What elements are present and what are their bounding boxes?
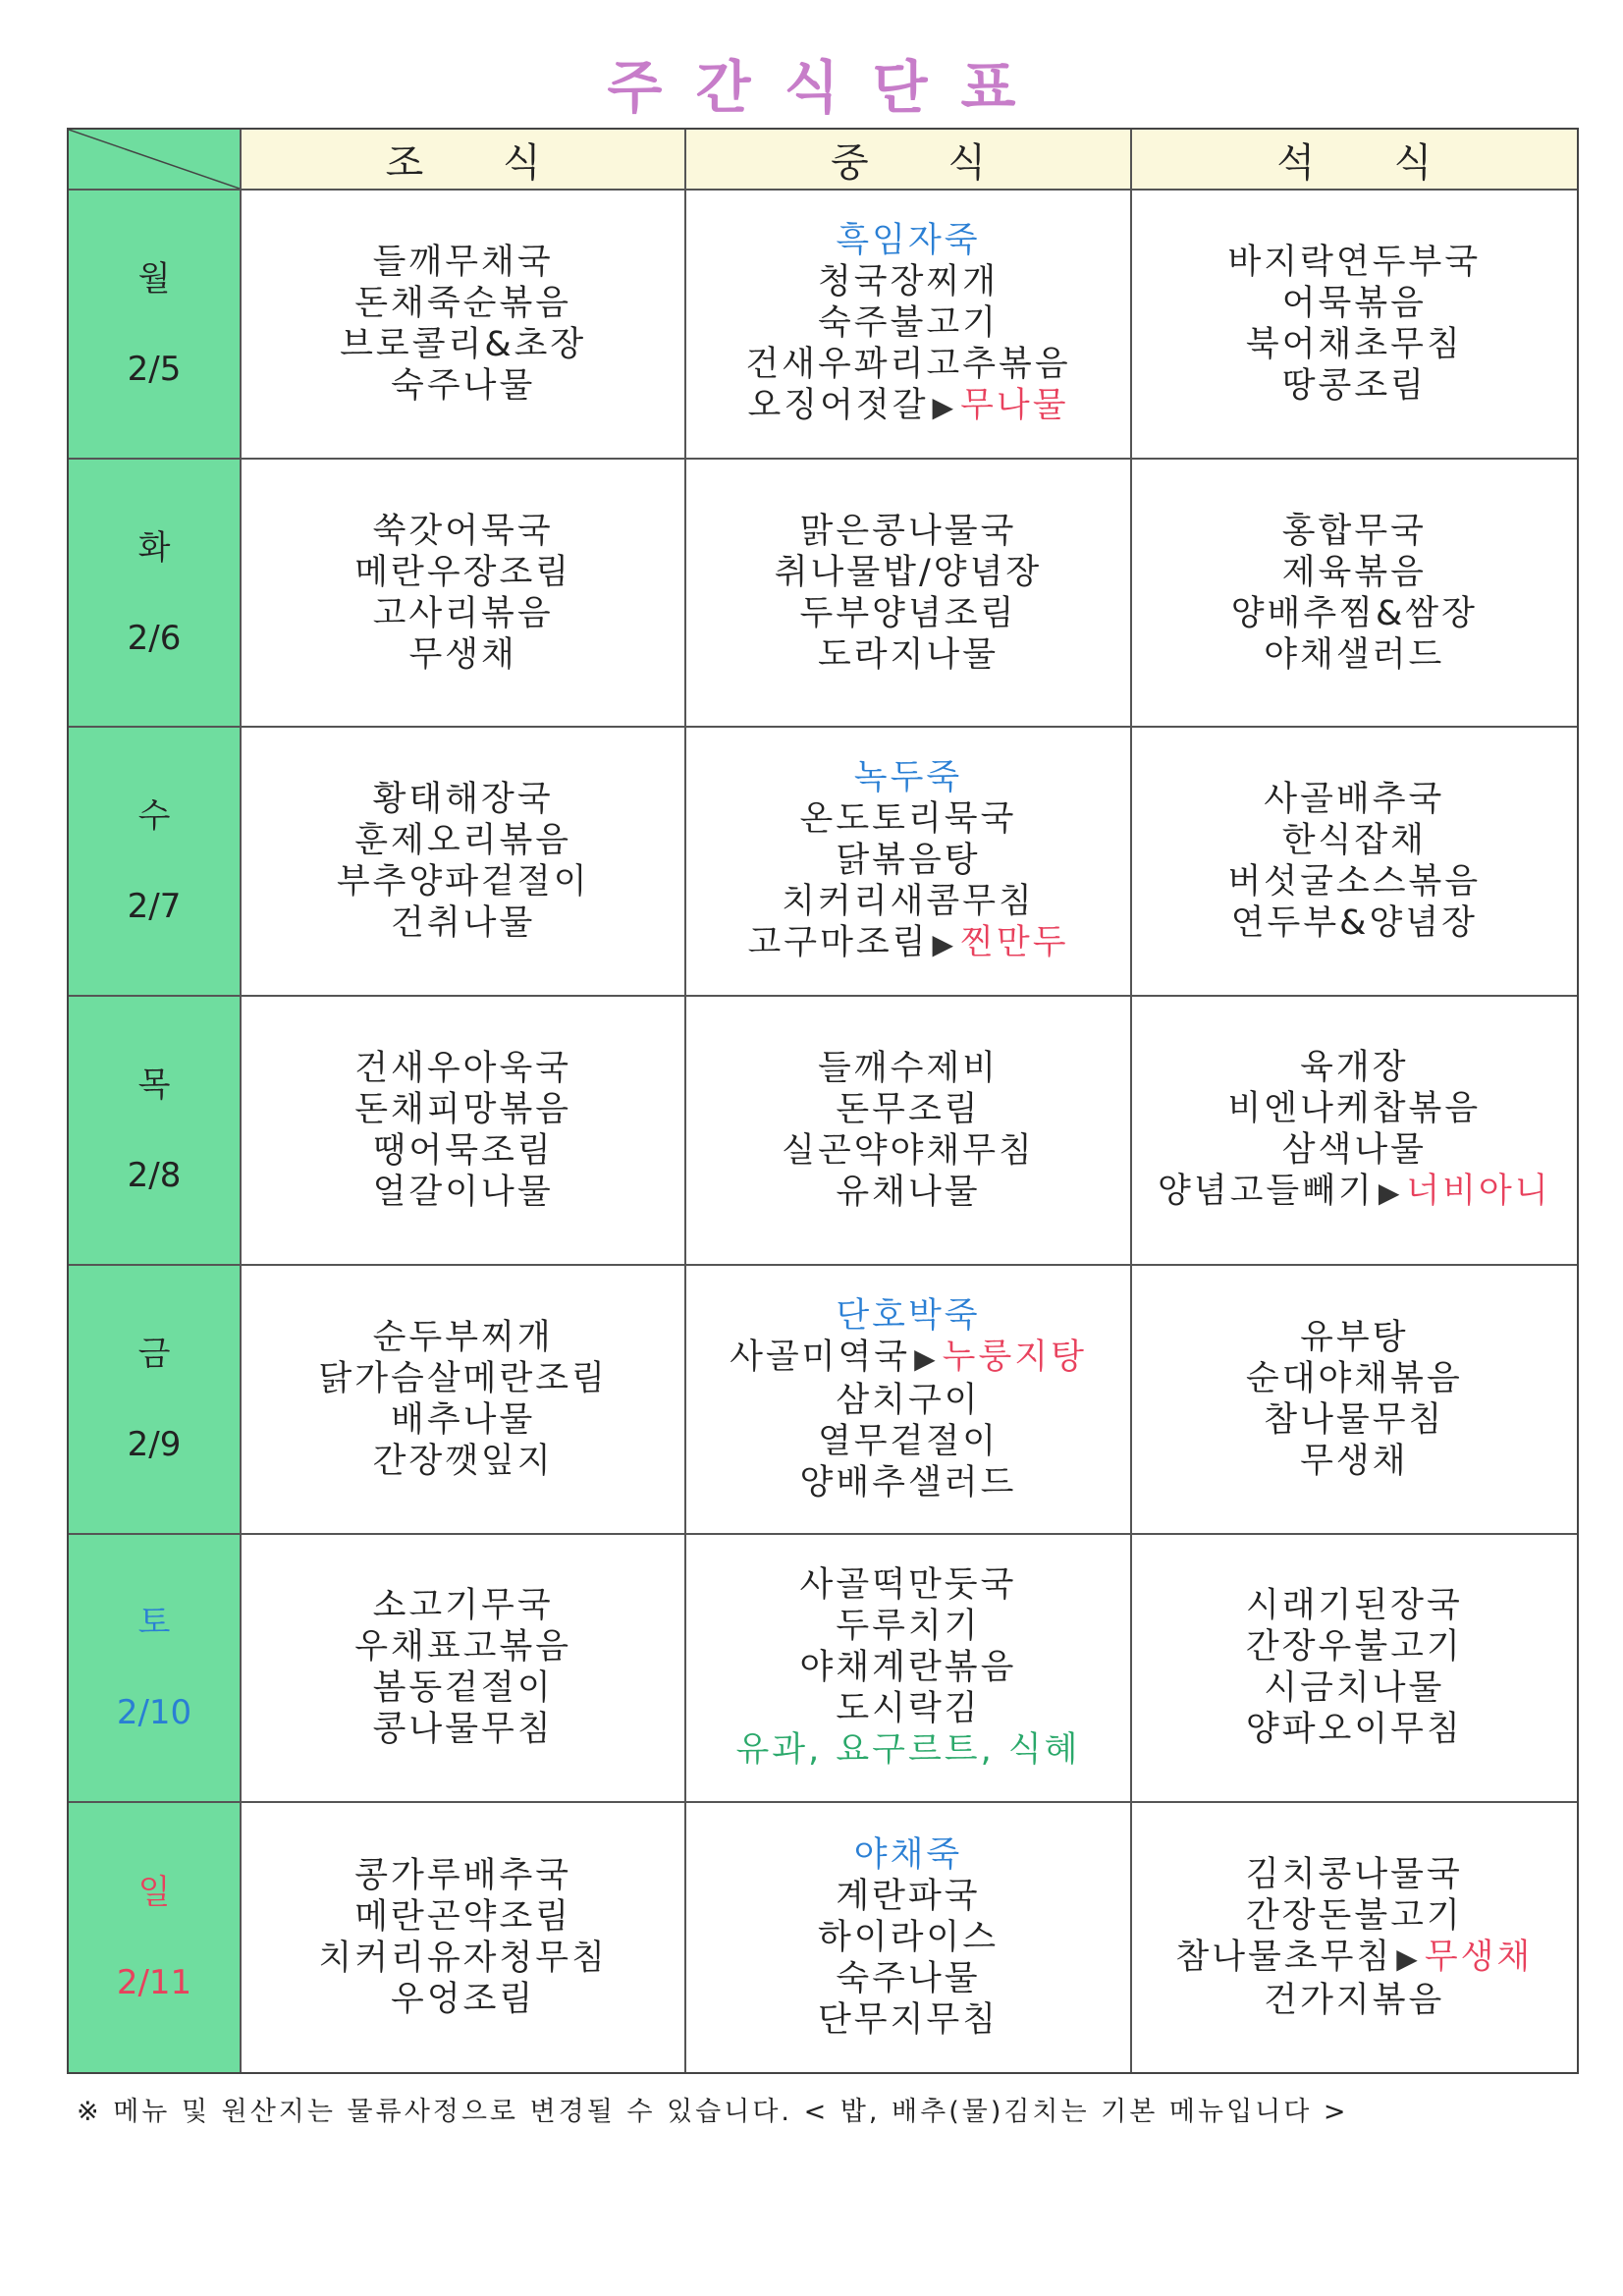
page-title: 주간식단표 bbox=[607, 54, 1050, 121]
day-date: 2/9 bbox=[127, 1424, 182, 1464]
menu-item bbox=[354, 1089, 571, 1130]
menu-item bbox=[818, 1917, 999, 1958]
menu-item bbox=[354, 820, 571, 861]
menu-item bbox=[391, 1979, 535, 2020]
menu-item bbox=[373, 511, 554, 552]
menu-item bbox=[1282, 283, 1427, 324]
menu-item-text: 사골떡만둣국 bbox=[799, 1565, 1017, 1606]
menu-item-text: 메란곤약조림 bbox=[354, 1897, 572, 1938]
menu-item bbox=[318, 1938, 607, 1979]
menu-item bbox=[1264, 1399, 1444, 1441]
menu-item-text: 야채죽 bbox=[853, 1835, 963, 1876]
menu-item-text: 훈제오리볶음 bbox=[354, 821, 572, 861]
footnote: ※ 메뉴 및 원산지는 물류사정으로 변경될 수 있습니다. < 밥, 배추(물)김치는 기본 메뉴입니다 > bbox=[77, 2097, 1349, 2127]
menu-item bbox=[1246, 324, 1463, 365]
menu-item bbox=[1246, 1626, 1463, 1667]
dinner-cell bbox=[1132, 728, 1577, 997]
menu-item-text: 유과, 요구르트, 식혜 bbox=[735, 1730, 1081, 1771]
menu-item bbox=[1300, 1317, 1408, 1358]
menu-item bbox=[1264, 779, 1444, 820]
lunch-cell bbox=[686, 1266, 1131, 1535]
breakfast-cell bbox=[242, 728, 686, 997]
menu-item-text: 치커리유자청무침 bbox=[318, 1939, 608, 1979]
menu-item bbox=[373, 1441, 554, 1482]
menu-item bbox=[1158, 1171, 1551, 1214]
menu-item-text: 도라지나물 bbox=[817, 634, 1000, 675]
breakfast-cell bbox=[242, 1535, 686, 1804]
menu-item bbox=[818, 261, 999, 302]
menu-item-text: 야채샐러드 bbox=[1264, 634, 1445, 675]
menu-item bbox=[354, 283, 571, 324]
menu-item bbox=[1231, 593, 1478, 634]
lunch-cell bbox=[686, 460, 1131, 729]
menu-item bbox=[1264, 1980, 1444, 2021]
menu-item bbox=[391, 1399, 535, 1441]
menu-item-text: 북어채초무침 bbox=[1245, 324, 1463, 364]
menu-item bbox=[1231, 902, 1478, 944]
table-corner bbox=[69, 130, 242, 191]
menu-item-text: 건취나물 bbox=[391, 903, 536, 944]
menu-item bbox=[736, 1729, 1081, 1771]
menu-item-text: 치커리새콤무침 bbox=[782, 882, 1035, 922]
menu-item-text: 양파오이무침 bbox=[1245, 1710, 1463, 1750]
day-name: 월 bbox=[137, 258, 171, 299]
menu-item-text: 건새우꽈리고추볶음 bbox=[745, 344, 1071, 384]
menu-item-text: 사골미역국 bbox=[730, 1337, 911, 1377]
menu-item bbox=[373, 1130, 554, 1172]
menu-item bbox=[836, 220, 980, 261]
day-cell bbox=[69, 1266, 242, 1535]
menu-item bbox=[854, 1834, 962, 1876]
menu-item-text: 돈채죽순볶음 bbox=[354, 283, 572, 323]
menu-item bbox=[373, 1172, 554, 1213]
header-dinner: 석 식 bbox=[1132, 130, 1577, 191]
day-date: 2/11 bbox=[116, 1963, 192, 2003]
menu-item bbox=[800, 798, 1017, 840]
menu-item-text: 유채나물 bbox=[836, 1172, 981, 1212]
dinner-cell bbox=[1132, 191, 1577, 460]
menu-item-text: 한식잡채 bbox=[1281, 821, 1427, 861]
header-breakfast: 조 식 bbox=[242, 130, 686, 191]
menu-item-alternative: 너비아니 bbox=[1406, 1171, 1551, 1211]
menu-item-text: 간장깻잎지 bbox=[372, 1441, 554, 1481]
day-cell bbox=[69, 460, 242, 729]
menu-item-text: 소고기무국 bbox=[372, 1586, 554, 1626]
menu-item bbox=[354, 1896, 571, 1938]
menu-item bbox=[836, 1295, 980, 1337]
menu-item bbox=[836, 1380, 980, 1421]
menu-item-text: 쑥갓어묵국 bbox=[372, 511, 554, 551]
day-name: 수 bbox=[137, 796, 171, 837]
menu-item bbox=[730, 1337, 1087, 1380]
menu-item bbox=[836, 1876, 980, 1917]
menu-item bbox=[1282, 820, 1427, 861]
menu-item bbox=[745, 344, 1070, 385]
menu-item-text: 브로콜리&초장 bbox=[340, 324, 587, 364]
menu-item bbox=[373, 779, 554, 820]
day-date: 2/5 bbox=[127, 349, 182, 389]
menu-item-text: 황태해장국 bbox=[372, 780, 554, 820]
lunch-cell bbox=[686, 1803, 1131, 2072]
menu-item bbox=[836, 1172, 980, 1213]
menu-item-text: 삼치구이 bbox=[836, 1380, 981, 1420]
menu-item bbox=[818, 1421, 999, 1462]
menu-item-text: 바지락연두부국 bbox=[1227, 242, 1482, 282]
menu-item bbox=[1282, 1129, 1427, 1171]
menu-item-text: 닭볶음탕 bbox=[836, 841, 981, 881]
menu-item bbox=[373, 593, 554, 634]
menu-item-text: 콩나물무침 bbox=[372, 1710, 554, 1750]
menu-item bbox=[391, 365, 535, 407]
menu-item-text: 야채계란볶음 bbox=[799, 1648, 1017, 1688]
menu-item bbox=[1227, 242, 1481, 283]
menu-item bbox=[1246, 1854, 1463, 1895]
menu-item-text: 청국장찌개 bbox=[817, 261, 1000, 301]
menu-item bbox=[818, 1999, 999, 2041]
menu-item bbox=[373, 1667, 554, 1709]
menu-item-text: 단무지무침 bbox=[817, 2000, 1000, 2041]
triangle-right-icon: ▶ bbox=[1396, 1942, 1421, 1976]
menu-item-text: 홍합무국 bbox=[1281, 511, 1427, 551]
menu-item-text: 단호박죽 bbox=[836, 1295, 981, 1336]
lunch-cell bbox=[686, 191, 1131, 460]
dinner-cell bbox=[1132, 1803, 1577, 2072]
menu-item bbox=[836, 1606, 980, 1647]
day-name: 금 bbox=[137, 1334, 171, 1374]
day-cell bbox=[69, 1535, 242, 1804]
menu-item bbox=[354, 552, 571, 593]
menu-item bbox=[340, 324, 586, 365]
menu-item bbox=[354, 1855, 571, 1896]
menu-item-text: 오징어젓갈 bbox=[747, 385, 929, 425]
menu-item-text: 도시락김 bbox=[836, 1689, 981, 1729]
menu-item-text: 계란파국 bbox=[836, 1877, 981, 1917]
dinner-cell bbox=[1132, 997, 1577, 1266]
menu-item bbox=[391, 902, 535, 944]
menu-item bbox=[1246, 1709, 1463, 1750]
menu-item bbox=[782, 1130, 1035, 1172]
menu-item-text: 양념고들빼기 bbox=[1157, 1171, 1375, 1211]
day-cell bbox=[69, 728, 242, 997]
lunch-cell bbox=[686, 1535, 1131, 1804]
day-name: 토 bbox=[137, 1603, 171, 1643]
menu-item-text: 시금치나물 bbox=[1264, 1668, 1445, 1709]
menu-item-text: 무생채 bbox=[408, 634, 517, 675]
menu-item-text: 두루치기 bbox=[836, 1607, 981, 1647]
menu-item-text: 무생채 bbox=[1300, 1441, 1409, 1481]
menu-item-text: 메란우장조림 bbox=[354, 552, 572, 592]
diagonal-line bbox=[69, 130, 240, 189]
menu-item-text: 우엉조림 bbox=[391, 1980, 536, 2020]
menu-item-text: 취나물밥/양념장 bbox=[774, 552, 1043, 592]
breakfast-cell bbox=[242, 1803, 686, 2072]
day-name: 목 bbox=[137, 1065, 171, 1105]
menu-item bbox=[373, 1709, 554, 1750]
weekly-menu-table bbox=[67, 128, 1579, 2074]
breakfast-cell bbox=[242, 1266, 686, 1535]
menu-item bbox=[818, 302, 999, 344]
menu-item bbox=[1227, 1088, 1481, 1129]
menu-item-text: 고구마조림 bbox=[747, 923, 929, 963]
menu-item-text: 양배추샐러드 bbox=[799, 1462, 1017, 1503]
menu-item-text: 콩가루배추국 bbox=[354, 1856, 572, 1896]
menu-item bbox=[836, 1089, 980, 1130]
menu-item-text: 닭가슴살메란조림 bbox=[318, 1358, 608, 1398]
menu-item-text: 간장돈불고기 bbox=[1245, 1896, 1463, 1937]
menu-item bbox=[1246, 1895, 1463, 1937]
menu-item bbox=[373, 242, 554, 283]
menu-item bbox=[775, 552, 1042, 593]
lunch-cell bbox=[686, 997, 1131, 1266]
menu-item-text: 온도토리묵국 bbox=[799, 799, 1017, 840]
menu-item bbox=[318, 1358, 607, 1399]
menu-item-text: 제육볶음 bbox=[1281, 552, 1427, 592]
day-date: 2/10 bbox=[116, 1693, 192, 1733]
menu-item bbox=[1175, 1937, 1533, 1980]
menu-item-text: 열무겉절이 bbox=[817, 1421, 1000, 1461]
breakfast-cell bbox=[242, 191, 686, 460]
menu-item-text: 삼색나물 bbox=[1281, 1129, 1427, 1170]
day-cell bbox=[69, 191, 242, 460]
menu-item-text: 실곤약야채무침 bbox=[782, 1130, 1035, 1171]
menu-item bbox=[800, 1647, 1017, 1688]
menu-item-text: 땅콩조림 bbox=[1281, 365, 1427, 406]
menu-item bbox=[800, 1462, 1017, 1503]
day-name: 일 bbox=[137, 1873, 171, 1913]
breakfast-cell bbox=[242, 460, 686, 729]
menu-item-text: 김치콩나물국 bbox=[1245, 1855, 1463, 1895]
menu-item-text: 순두부찌개 bbox=[372, 1317, 554, 1357]
menu-item-text: 두부양념조림 bbox=[799, 593, 1017, 633]
menu-item-text: 고사리볶음 bbox=[372, 593, 554, 633]
menu-item-text: 숙주불고기 bbox=[817, 302, 1000, 343]
menu-item-text: 배추나물 bbox=[391, 1399, 536, 1440]
menu-item-text: 건가지볶음 bbox=[1264, 1981, 1445, 2021]
day-cell bbox=[69, 997, 242, 1266]
menu-item bbox=[836, 1688, 980, 1729]
menu-item-text: 참나물무침 bbox=[1264, 1399, 1445, 1440]
menu-item-text: 봄동겉절이 bbox=[372, 1668, 554, 1709]
dinner-cell bbox=[1132, 1266, 1577, 1535]
day-name: 화 bbox=[137, 527, 171, 568]
menu-item-text: 녹두죽 bbox=[853, 758, 963, 798]
menu-item-text: 부추양파겉절이 bbox=[336, 862, 590, 902]
menu-item bbox=[747, 922, 1068, 965]
menu-item-text: 버섯굴소스볶음 bbox=[1227, 862, 1482, 902]
menu-item bbox=[800, 593, 1017, 634]
menu-item-alternative: 무생채 bbox=[1424, 1938, 1534, 1978]
menu-item bbox=[818, 634, 999, 676]
menu-item bbox=[373, 1585, 554, 1626]
menu-item-text: 육개장 bbox=[1300, 1047, 1409, 1087]
menu-item-text: 땡어묵조림 bbox=[372, 1130, 554, 1171]
menu-item bbox=[1264, 1667, 1444, 1709]
menu-item-text: 간장우불고기 bbox=[1245, 1627, 1463, 1667]
menu-item bbox=[818, 1048, 999, 1089]
menu-item bbox=[836, 840, 980, 881]
triangle-right-icon: ▶ bbox=[914, 1341, 939, 1375]
menu-item-text: 순대야채볶음 bbox=[1245, 1358, 1463, 1398]
menu-item bbox=[354, 1626, 571, 1667]
day-date: 2/8 bbox=[127, 1155, 182, 1195]
breakfast-cell bbox=[242, 997, 686, 1266]
lunch-cell bbox=[686, 728, 1131, 997]
menu-item-text: 시래기된장국 bbox=[1245, 1586, 1463, 1626]
menu-item bbox=[337, 861, 590, 902]
triangle-right-icon: ▶ bbox=[932, 390, 957, 423]
dinner-cell bbox=[1132, 1535, 1577, 1804]
menu-item bbox=[1282, 511, 1427, 552]
menu-item bbox=[1300, 1441, 1408, 1482]
day-date: 2/6 bbox=[127, 618, 182, 658]
menu-item-text: 어묵볶음 bbox=[1281, 283, 1427, 323]
menu-item-text: 들깨무채국 bbox=[372, 242, 554, 282]
menu-item-alternative: 누룽지탕 bbox=[942, 1337, 1087, 1377]
menu-item-text: 돈무조림 bbox=[836, 1089, 981, 1129]
menu-item bbox=[1300, 1047, 1408, 1088]
menu-item bbox=[1282, 552, 1427, 593]
menu-item bbox=[1227, 861, 1481, 902]
menu-item bbox=[408, 634, 516, 676]
header-lunch: 중 식 bbox=[686, 130, 1131, 191]
menu-item bbox=[854, 757, 962, 798]
menu-item bbox=[782, 881, 1035, 922]
day-date: 2/7 bbox=[127, 887, 182, 927]
dinner-cell bbox=[1132, 460, 1577, 729]
menu-item bbox=[800, 511, 1017, 552]
menu-item-text: 하이라이스 bbox=[817, 1918, 1000, 1958]
day-cell bbox=[69, 1803, 242, 2072]
menu-item-text: 연두부&양념장 bbox=[1230, 903, 1478, 944]
menu-item-text: 유부탕 bbox=[1300, 1317, 1409, 1357]
menu-item-text: 들깨수제비 bbox=[817, 1048, 1000, 1088]
triangle-right-icon: ▶ bbox=[932, 928, 957, 961]
menu-item bbox=[800, 1564, 1017, 1606]
menu-item-text: 숙주나물 bbox=[391, 365, 536, 406]
menu-item-text: 우채표고볶음 bbox=[354, 1627, 572, 1667]
menu-item bbox=[1246, 1585, 1463, 1626]
menu-item-text: 사골배추국 bbox=[1264, 780, 1445, 820]
menu-item-alternative: 무나물 bbox=[960, 385, 1069, 425]
menu-item-text: 건새우아욱국 bbox=[354, 1048, 572, 1088]
menu-item-text: 흑임자죽 bbox=[836, 220, 981, 260]
menu-item bbox=[1246, 1358, 1463, 1399]
menu-item bbox=[354, 1048, 571, 1089]
menu-item-text: 숙주나물 bbox=[836, 1959, 981, 1999]
menu-item-text: 얼갈이나물 bbox=[372, 1172, 554, 1212]
menu-item bbox=[1282, 365, 1427, 407]
menu-item bbox=[373, 1317, 554, 1358]
menu-item bbox=[747, 385, 1068, 428]
menu-item-text: 비엔나케찹볶음 bbox=[1227, 1088, 1482, 1128]
menu-item bbox=[836, 1958, 980, 1999]
menu-item-text: 맑은콩나물국 bbox=[799, 511, 1017, 551]
menu-item-alternative: 찐만두 bbox=[960, 923, 1069, 963]
menu-item-text: 돈채피망볶음 bbox=[354, 1089, 572, 1129]
triangle-right-icon: ▶ bbox=[1378, 1175, 1403, 1209]
menu-item-text: 양배추찜&쌈장 bbox=[1230, 593, 1478, 633]
menu-item-text: 참나물초무침 bbox=[1175, 1938, 1393, 1978]
menu-item bbox=[1264, 634, 1444, 676]
